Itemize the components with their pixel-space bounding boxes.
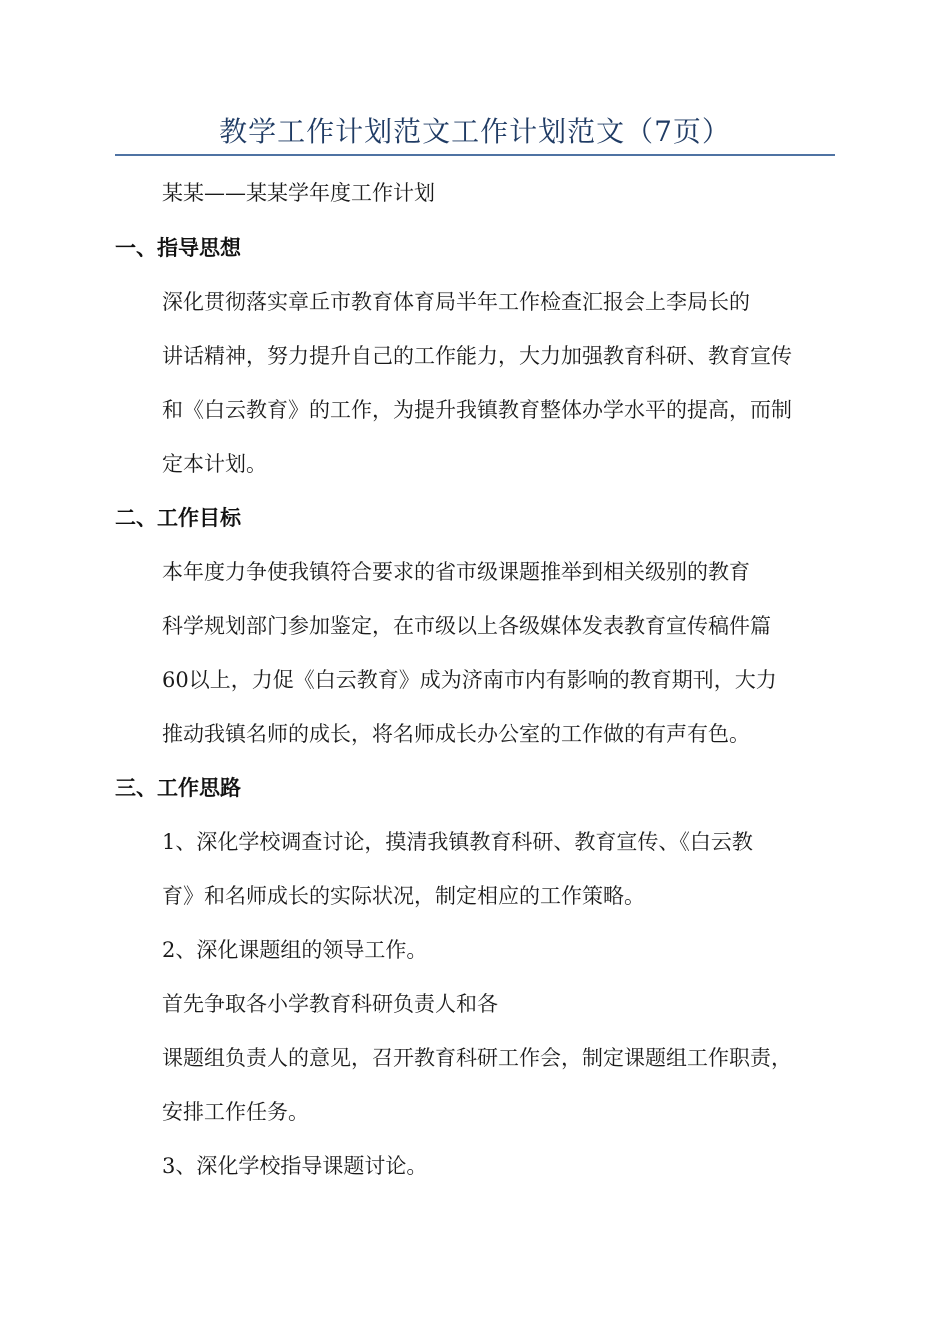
- paragraph-line: 育》和名师成长的实际状况，制定相应的工作策略。: [162, 884, 645, 908]
- section-heading-work-approach: 三、工作思路: [115, 776, 241, 800]
- paragraph-line: 深化贯彻落实章丘市教育体育局半年工作检查汇报会上李局长的: [162, 290, 750, 314]
- section-heading-work-goals: 二、工作目标: [115, 506, 241, 530]
- paragraph-line: 课题组负责人的意见，召开教育科研工作会，制定课题组工作职责，: [162, 1046, 792, 1070]
- title-underline: [115, 154, 835, 156]
- paragraph-line: 讲话精神，努力提升自己的工作能力，大力加强教育科研、教育宣传: [162, 344, 792, 368]
- paragraph-line: 安排工作任务。: [162, 1100, 309, 1124]
- paragraph-line: 和《白云教育》的工作，为提升我镇教育整体办学水平的提高，而制: [162, 398, 792, 422]
- page-title: 教学工作计划范文工作计划范文（7页）: [219, 115, 731, 148]
- paragraph-line: 2、深化课题组的领导工作。: [162, 938, 428, 962]
- paragraph-line: 定本计划。: [162, 452, 267, 476]
- section-heading-guiding-thought: 一、指导思想: [115, 236, 241, 260]
- paragraph-line: 60以上，力促《白云教育》成为济南市内有影响的教育期刊，大力: [162, 668, 777, 692]
- paragraph-line: 本年度力争使我镇符合要求的省市级课题推举到相关级别的教育: [162, 560, 750, 584]
- paragraph-line: 首先争取各小学教育科研负责人和各: [162, 992, 498, 1016]
- document-subtitle: 某某——某某学年度工作计划: [162, 181, 435, 205]
- paragraph-line: 1、深化学校调查讨论，摸清我镇教育科研、教育宣传、《白云教: [162, 830, 753, 854]
- paragraph-line: 科学规划部门参加鉴定，在市级以上各级媒体发表教育宣传稿件篇: [162, 614, 771, 638]
- paragraph-line: 推动我镇名师的成长，将名师成长办公室的工作做的有声有色。: [162, 722, 750, 746]
- paragraph-line: 3、深化学校指导课题讨论。: [162, 1154, 428, 1178]
